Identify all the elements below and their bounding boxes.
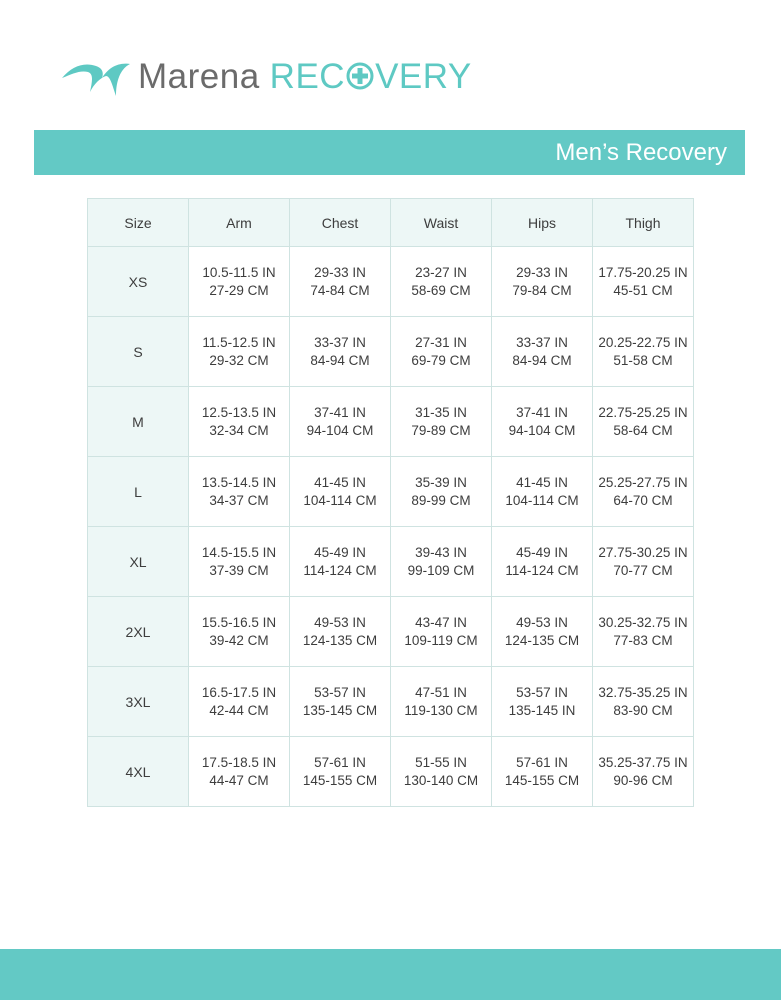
chest-cell bbox=[290, 317, 391, 387]
arm-cell bbox=[189, 527, 290, 597]
size-label: M bbox=[88, 387, 189, 457]
inches-value: 51-55 IN bbox=[415, 754, 467, 770]
inches-value: 37-41 IN bbox=[314, 404, 366, 420]
header-waist: Waist bbox=[391, 199, 492, 247]
centimeters-value: 94-104 CM bbox=[306, 422, 374, 438]
centimeters-value: 34-37 CM bbox=[209, 492, 269, 508]
centimeters-value: 32-34 CM bbox=[209, 422, 269, 438]
hips-cell bbox=[492, 387, 593, 457]
centimeters-value: 39-42 CM bbox=[209, 632, 269, 648]
table-row bbox=[88, 737, 694, 807]
hips-cell bbox=[492, 597, 593, 667]
thigh-cell bbox=[593, 737, 694, 807]
inches-value: 11.5-12.5 IN bbox=[202, 334, 276, 350]
size-label: L bbox=[88, 457, 189, 527]
inches-value: 43-47 IN bbox=[415, 614, 467, 630]
centimeters-value: 44-47 CM bbox=[209, 772, 269, 788]
inches-value: 25.25-27.75 IN bbox=[598, 474, 688, 490]
centimeters-value: 99-109 CM bbox=[407, 562, 475, 578]
section-title-banner bbox=[34, 130, 745, 175]
inches-value: 27-31 IN bbox=[415, 334, 467, 350]
centimeters-value: 69-79 CM bbox=[411, 352, 471, 368]
hips-cell bbox=[492, 667, 593, 737]
table-body bbox=[88, 247, 694, 807]
inches-value: 22.75-25.25 IN bbox=[598, 404, 688, 420]
waist-cell bbox=[391, 387, 492, 457]
centimeters-value: 84-94 CM bbox=[512, 352, 572, 368]
centimeters-value: 45-51 CM bbox=[613, 282, 673, 298]
centimeters-value: 84-94 CM bbox=[310, 352, 370, 368]
inches-value: 29-33 IN bbox=[516, 264, 568, 280]
centimeters-value: 70-77 CM bbox=[613, 562, 673, 578]
size-label: S bbox=[88, 317, 189, 387]
table-row bbox=[88, 527, 694, 597]
centimeters-value: 130-140 CM bbox=[403, 772, 479, 788]
inches-value: 17.5-18.5 IN bbox=[201, 754, 277, 770]
inches-value: 41-45 IN bbox=[314, 474, 366, 490]
chest-cell bbox=[290, 457, 391, 527]
header-hips: Hips bbox=[492, 199, 593, 247]
size-chart-table bbox=[87, 198, 694, 807]
inches-value: 15.5-16.5 IN bbox=[201, 614, 277, 630]
centimeters-value: 42-44 CM bbox=[209, 702, 269, 718]
centimeters-value: 79-84 CM bbox=[512, 282, 572, 298]
arm-cell bbox=[189, 667, 290, 737]
hips-cell bbox=[492, 737, 593, 807]
chest-cell bbox=[290, 387, 391, 457]
centimeters-value: 27-29 CM bbox=[209, 282, 269, 298]
brand-sub-prefix: REC bbox=[269, 56, 346, 96]
thigh-cell bbox=[593, 387, 694, 457]
table-row bbox=[88, 317, 694, 387]
inches-value: 20.25-22.75 IN bbox=[598, 334, 688, 350]
header-arm: Arm bbox=[189, 199, 290, 247]
centimeters-value: 119-130 CM bbox=[404, 702, 478, 718]
centimeters-value: 83-90 CM bbox=[613, 702, 673, 718]
waist-cell bbox=[391, 597, 492, 667]
thigh-cell bbox=[593, 667, 694, 737]
medical-cross-icon bbox=[346, 62, 374, 90]
inches-value: 33-37 IN bbox=[516, 334, 568, 350]
arm-cell bbox=[189, 247, 290, 317]
arm-cell bbox=[189, 737, 290, 807]
arm-cell bbox=[189, 317, 290, 387]
arm-cell bbox=[189, 387, 290, 457]
centimeters-value: 29-32 CM bbox=[209, 352, 269, 368]
centimeters-value: 145-155 CM bbox=[504, 772, 580, 788]
table-header-row bbox=[88, 199, 694, 247]
centimeters-value: 114-124 CM bbox=[303, 562, 377, 578]
brand-subtitle bbox=[269, 56, 472, 96]
chest-cell bbox=[290, 737, 391, 807]
table-row bbox=[88, 247, 694, 317]
chest-cell bbox=[290, 527, 391, 597]
brand-name: Marena bbox=[138, 56, 260, 96]
thigh-cell bbox=[593, 457, 694, 527]
inches-value: 10.5-11.5 IN bbox=[202, 264, 276, 280]
centimeters-value: 37-39 CM bbox=[209, 562, 269, 578]
chest-cell bbox=[290, 667, 391, 737]
centimeters-value: 77-83 CM bbox=[613, 632, 673, 648]
inches-value: 45-49 IN bbox=[516, 544, 568, 560]
centimeters-value: 145-155 CM bbox=[302, 772, 378, 788]
header-chest: Chest bbox=[290, 199, 391, 247]
size-label: XL bbox=[88, 527, 189, 597]
centimeters-value: 64-70 CM bbox=[613, 492, 673, 508]
centimeters-value: 114-124 CM bbox=[505, 562, 579, 578]
inches-value: 53-57 IN bbox=[516, 684, 568, 700]
centimeters-value: 135-145 CM bbox=[302, 702, 378, 718]
inches-value: 47-51 IN bbox=[415, 684, 467, 700]
chest-cell bbox=[290, 597, 391, 667]
size-label: 4XL bbox=[88, 737, 189, 807]
centimeters-value: 74-84 CM bbox=[310, 282, 370, 298]
inches-value: 53-57 IN bbox=[314, 684, 366, 700]
thigh-cell bbox=[593, 527, 694, 597]
thigh-cell bbox=[593, 247, 694, 317]
arm-cell bbox=[189, 457, 290, 527]
table-row bbox=[88, 667, 694, 737]
footer-band bbox=[0, 949, 781, 1000]
inches-value: 35-39 IN bbox=[415, 474, 467, 490]
thigh-cell bbox=[593, 597, 694, 667]
wave-logo-icon bbox=[60, 54, 132, 98]
inches-value: 57-61 IN bbox=[314, 754, 366, 770]
inches-value: 37-41 IN bbox=[516, 404, 568, 420]
centimeters-value: 79-89 CM bbox=[411, 422, 471, 438]
inches-value: 29-33 IN bbox=[314, 264, 366, 280]
size-label: 2XL bbox=[88, 597, 189, 667]
inches-value: 13.5-14.5 IN bbox=[201, 474, 277, 490]
waist-cell bbox=[391, 737, 492, 807]
centimeters-value: 135-145 IN bbox=[508, 702, 576, 718]
centimeters-value: 124-135 CM bbox=[504, 632, 580, 648]
inches-value: 14.5-15.5 IN bbox=[201, 544, 277, 560]
inches-value: 30.25-32.75 IN bbox=[598, 614, 688, 630]
brand-logo bbox=[60, 52, 472, 100]
waist-cell bbox=[391, 317, 492, 387]
hips-cell bbox=[492, 317, 593, 387]
centimeters-value: 89-99 CM bbox=[411, 492, 471, 508]
inches-value: 32.75-35.25 IN bbox=[598, 684, 688, 700]
inches-value: 45-49 IN bbox=[314, 544, 366, 560]
inches-value: 12.5-13.5 IN bbox=[201, 404, 277, 420]
section-title: Men’s Recovery bbox=[555, 138, 727, 166]
inches-value: 57-61 IN bbox=[516, 754, 568, 770]
inches-value: 33-37 IN bbox=[314, 334, 366, 350]
centimeters-value: 104-114 CM bbox=[505, 492, 579, 508]
inches-value: 49-53 IN bbox=[516, 614, 568, 630]
header-size: Size bbox=[88, 199, 189, 247]
inches-value: 49-53 IN bbox=[314, 614, 366, 630]
table-row bbox=[88, 597, 694, 667]
brand-sub-suffix: VERY bbox=[375, 56, 472, 96]
hips-cell bbox=[492, 247, 593, 317]
table-row bbox=[88, 387, 694, 457]
size-label: 3XL bbox=[88, 667, 189, 737]
brand-wordmark bbox=[138, 56, 472, 96]
inches-value: 31-35 IN bbox=[415, 404, 467, 420]
chest-cell bbox=[290, 247, 391, 317]
inches-value: 41-45 IN bbox=[516, 474, 568, 490]
inches-value: 16.5-17.5 IN bbox=[201, 684, 277, 700]
inches-value: 27.75-30.25 IN bbox=[598, 544, 688, 560]
centimeters-value: 51-58 CM bbox=[613, 352, 673, 368]
arm-cell bbox=[189, 597, 290, 667]
header-thigh: Thigh bbox=[593, 199, 694, 247]
hips-cell bbox=[492, 527, 593, 597]
centimeters-value: 104-114 CM bbox=[303, 492, 377, 508]
centimeters-value: 109-119 CM bbox=[404, 632, 478, 648]
inches-value: 17.75-20.25 IN bbox=[598, 264, 688, 280]
hips-cell bbox=[492, 457, 593, 527]
waist-cell bbox=[391, 527, 492, 597]
waist-cell bbox=[391, 247, 492, 317]
centimeters-value: 90-96 CM bbox=[613, 772, 673, 788]
waist-cell bbox=[391, 457, 492, 527]
thigh-cell bbox=[593, 317, 694, 387]
centimeters-value: 94-104 CM bbox=[508, 422, 576, 438]
waist-cell bbox=[391, 667, 492, 737]
size-label: XS bbox=[88, 247, 189, 317]
centimeters-value: 58-64 CM bbox=[613, 422, 673, 438]
centimeters-value: 58-69 CM bbox=[411, 282, 471, 298]
table-row bbox=[88, 457, 694, 527]
inches-value: 39-43 IN bbox=[415, 544, 467, 560]
inches-value: 35.25-37.75 IN bbox=[598, 754, 688, 770]
inches-value: 23-27 IN bbox=[415, 264, 467, 280]
centimeters-value: 124-135 CM bbox=[302, 632, 378, 648]
